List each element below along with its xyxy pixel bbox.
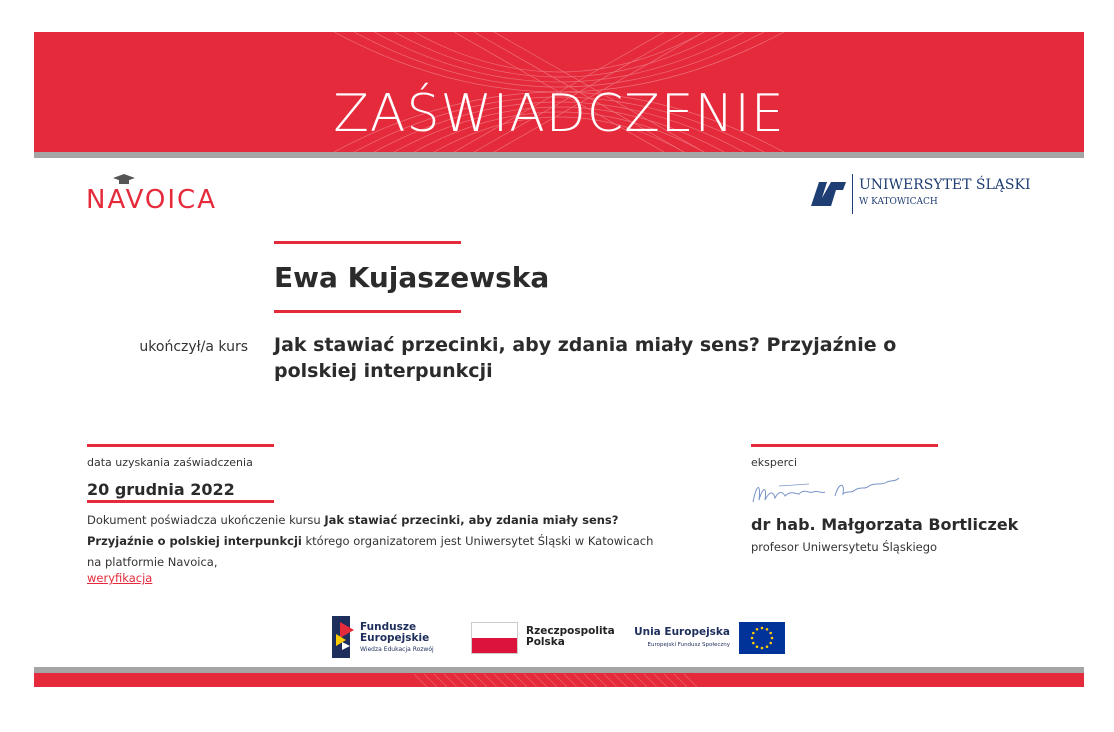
document-statement-intro: Dokument poświadcza ukończenie kursu	[87, 513, 321, 527]
funds-flag-icon	[332, 616, 356, 658]
date-label: data uzyskania zaświadczenia	[87, 456, 253, 469]
university-name: UNIWERSYTET ŚLĄSKI	[859, 177, 1031, 193]
name-top-rule	[274, 241, 461, 244]
funds-title: Fundusze Europejskie	[360, 621, 430, 644]
completed-label: ukończył/a kurs	[139, 339, 248, 355]
signature-image	[749, 472, 909, 512]
graduation-cap-icon	[113, 174, 135, 186]
date-bottom-rule	[87, 500, 274, 503]
name-bottom-rule	[274, 310, 461, 313]
experts-top-rule	[751, 444, 938, 447]
certificate-title: ZAŚWIADCZENIE	[333, 84, 785, 144]
footer-band	[34, 673, 1084, 687]
document-statement-rest: którego organizatorem jest Uniwersytet Śląski w Katowicach na platformie Navoica,	[87, 534, 654, 569]
expert-title: profesor Uniwersytetu Śląskiego	[751, 540, 938, 554]
navoica-logo-text: NAVOICA	[86, 185, 217, 215]
eu-title: Unia Europejska	[634, 626, 730, 638]
recipient-name: Ewa Kujaszewska	[274, 261, 550, 294]
course-title: Jak stawiać przecinki, aby zdania miały sens? Przyjaźnie o polskiej interpunkcji	[274, 334, 897, 382]
verification-link[interactable]: weryfikacja	[87, 571, 153, 585]
document-statement-course: Jak stawiać przecinki, aby zdania miały sens? Przyjaźnie o polskiej interpunkcji	[87, 513, 619, 548]
eu-stars-icon	[739, 622, 785, 654]
expert-name: dr hab. Małgorzata Bortliczek	[751, 515, 1019, 534]
date-top-rule	[87, 444, 274, 447]
poland-flag	[471, 622, 518, 654]
funds-subtitle: Wiedza Edukacja Rozwój	[360, 646, 434, 653]
poland-flag-white	[472, 623, 517, 638]
poland-flag-red	[472, 638, 517, 653]
document-statement	[87, 510, 657, 573]
navoica-logo	[86, 184, 217, 216]
poland-title: Rzeczpospolita Polska	[526, 625, 615, 648]
certificate	[34, 32, 1084, 687]
eu-subtitle: Europejski Fundusz Społeczny	[647, 642, 730, 648]
header-divider	[34, 152, 1084, 158]
funds-logo	[332, 616, 452, 660]
date-value: 20 grudnia 2022	[87, 480, 235, 499]
university-mark-icon	[809, 178, 847, 208]
experts-label: eksperci	[751, 456, 798, 469]
header-banner	[34, 32, 1084, 152]
footer-pattern	[34, 674, 1084, 687]
university-subtitle: W KATOWICACH	[859, 197, 938, 207]
university-logo-divider	[852, 174, 853, 214]
